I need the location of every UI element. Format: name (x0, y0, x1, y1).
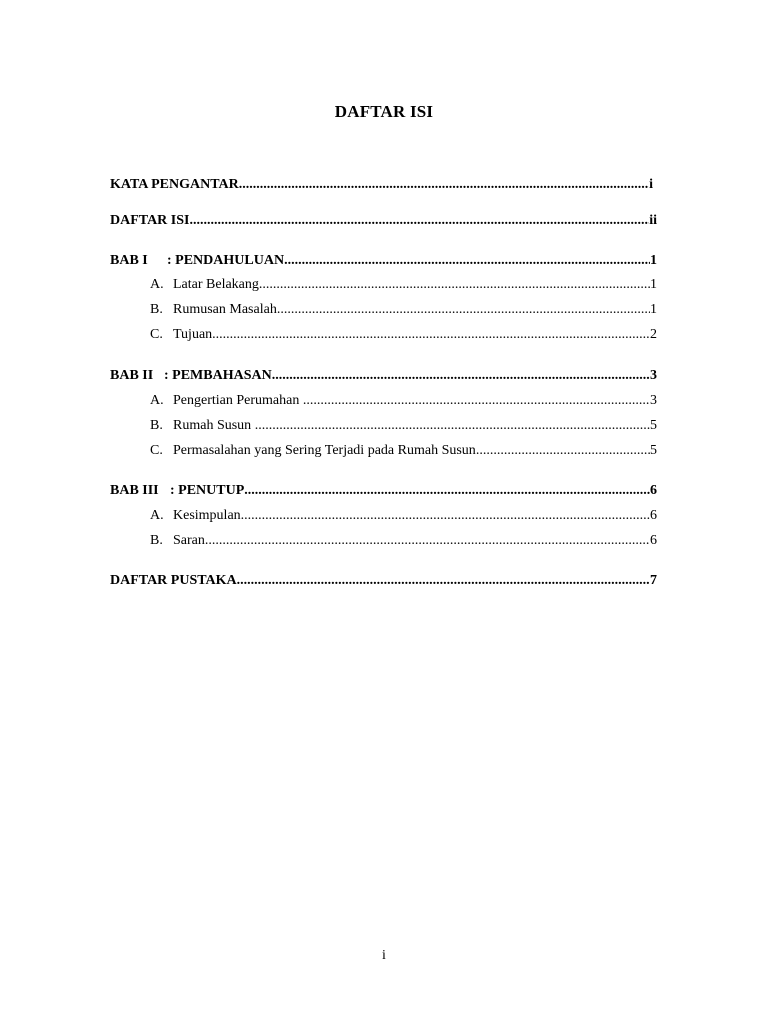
subentry-letter: C. (150, 443, 163, 458)
dot-leader (241, 507, 650, 525)
dot-leader (237, 572, 650, 590)
subentry-letter: C. (150, 327, 163, 342)
subentry-letter: B. (150, 533, 163, 548)
toc-entry-label: DAFTAR PUSTAKA (110, 573, 237, 588)
subentry-letter: B. (150, 302, 163, 317)
chapter-number: BAB II (110, 368, 154, 383)
dot-leader (189, 212, 649, 230)
toc-entry-bab-1[interactable] (110, 252, 657, 270)
toc-entry-bab-2[interactable] (110, 367, 657, 385)
toc-entry-label: KATA PENGANTAR (110, 177, 239, 192)
dot-leader (255, 417, 650, 435)
toc-subentry-rumah-susun[interactable] (150, 417, 657, 435)
toc-entry-label: Latar Belakang (173, 277, 259, 292)
subentry-letter: A. (150, 508, 164, 523)
page-title: DAFTAR ISI (334, 102, 434, 121)
toc-subentry-latar-belakang[interactable] (150, 276, 657, 294)
toc-entry-label: Rumah Susun (173, 418, 255, 433)
dot-leader (277, 301, 650, 319)
toc-entry-page: 3 (650, 393, 657, 408)
toc-entry-page: 2 (650, 327, 657, 342)
toc-entry-page: 6 (650, 483, 657, 498)
dot-leader (212, 326, 650, 344)
toc-subentry-permasalahan[interactable] (150, 442, 657, 460)
dot-leader (259, 276, 650, 294)
toc-entry-daftar-isi[interactable] (110, 212, 657, 230)
toc-subentry-tujuan[interactable] (150, 326, 657, 344)
toc-entry-page: 7 (650, 573, 657, 588)
chapter-number: BAB III (110, 483, 159, 498)
toc-entry-label: Pengertian Perumahan (173, 393, 303, 408)
dot-leader (205, 532, 650, 550)
toc-entry-daftar-pustaka[interactable] (110, 572, 657, 590)
dot-leader (284, 252, 650, 270)
toc-entry-label: Tujuan (173, 327, 213, 342)
page-number-footer: i (382, 948, 386, 963)
subentry-letter: A. (150, 393, 164, 408)
toc-entry-page: 1 (650, 277, 657, 292)
toc-entry-label: : PENDAHULUAN (167, 253, 285, 268)
subentry-letter: B. (150, 418, 163, 433)
toc-subentry-kesimpulan[interactable] (150, 507, 657, 525)
toc-subentry-saran[interactable] (150, 532, 657, 550)
dot-leader (244, 482, 650, 500)
toc-subentry-pengertian-perumahan[interactable] (150, 392, 657, 410)
dot-leader (239, 176, 649, 194)
toc-entry-label: : PEMBAHASAN (164, 368, 272, 383)
toc-entry-page: 1 (650, 253, 657, 268)
dot-leader (303, 392, 650, 410)
toc-entry-page: 3 (650, 368, 657, 383)
chapter-number: BAB I (110, 253, 148, 268)
toc-entry-label: Saran (173, 533, 205, 548)
toc-entry-label: : PENUTUP (170, 483, 245, 498)
toc-entry-page: 5 (650, 418, 657, 433)
toc-entry-page: ii (649, 213, 657, 228)
toc-entry-label: Kesimpulan (173, 508, 241, 523)
toc-entry-bab-3[interactable] (110, 482, 657, 500)
toc-subentry-rumusan-masalah[interactable] (150, 301, 657, 319)
toc-entry-label: Rumusan Masalah (173, 302, 277, 317)
toc-entry-page: 1 (650, 302, 657, 317)
toc-entry-label: Permasalahan yang Sering Terjadi pada Rumah Susun (173, 443, 476, 458)
toc-entry-label: DAFTAR ISI (110, 213, 190, 228)
toc-entry-page: 6 (650, 508, 657, 523)
toc-entry-page: i (649, 177, 653, 192)
dot-leader (272, 367, 650, 385)
subentry-letter: A. (150, 277, 164, 292)
dot-leader (476, 442, 650, 460)
toc-entry-page: 5 (650, 443, 657, 458)
toc-entry-kata-pengantar[interactable] (110, 176, 657, 194)
toc-entry-page: 6 (650, 533, 657, 548)
